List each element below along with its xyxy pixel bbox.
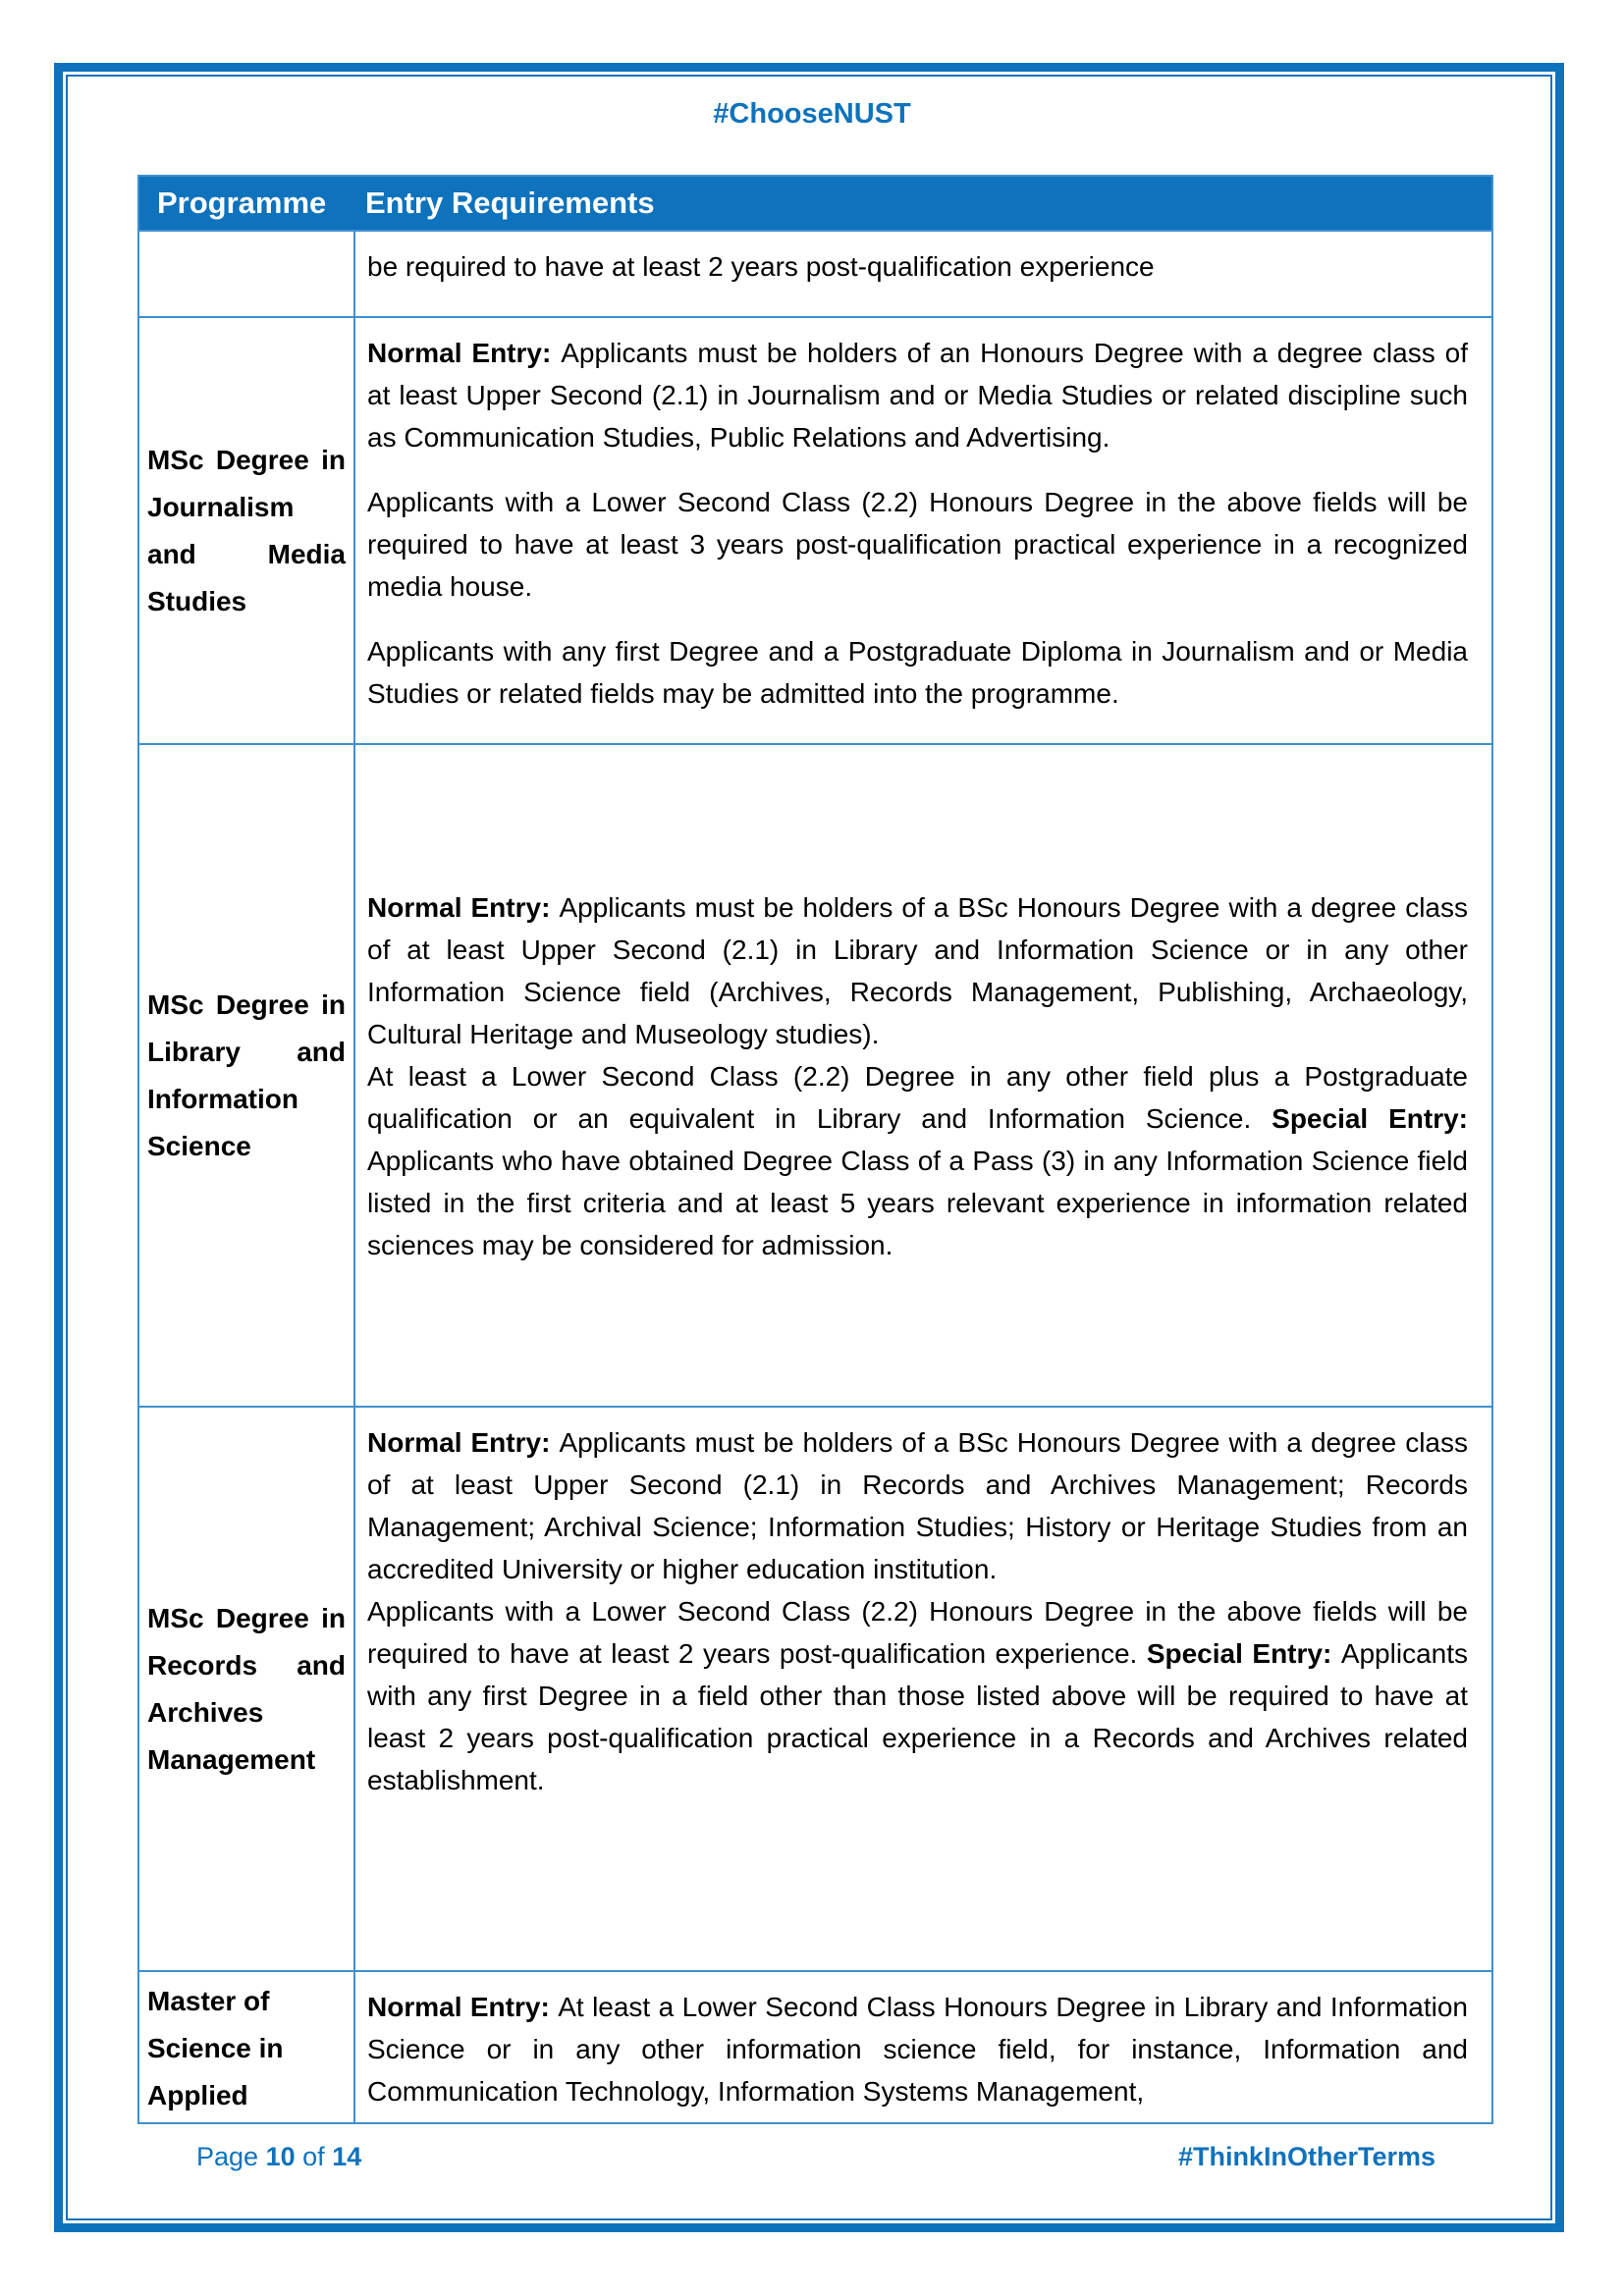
entry-paragraph (367, 886, 1468, 1055)
entry-type-label: Normal Entry: (367, 892, 560, 923)
entry-paragraph (367, 245, 1468, 288)
entry-paragraph (367, 332, 1468, 458)
entry-requirements-cell (355, 1972, 1491, 2122)
page-total: 14 (332, 2142, 362, 2171)
entry-text-run: Applicants with any first Degree and a Postgraduate Diploma in Journalism and or Media Studies or related fields may be admitted into the programme. (367, 636, 1468, 709)
programme-cell (139, 745, 355, 1406)
table-row (139, 1970, 1491, 2122)
entry-text-run: At least a Lower Second Class Honours Degree in Library and Information Science or in any other information science field, for instance, Information and Communication Technology, Information Systems Management, (367, 1992, 1468, 2107)
column-header-entry-requirements: Entry Requirements (365, 186, 655, 220)
page-footer (196, 2142, 1435, 2172)
entry-text-run: Applicants with any first Degree in a field other than those listed above will be required to have at least 2 years post-qualification practical experience in a Records and Archives related establishment. (367, 1638, 1468, 1795)
entry-text-run: At least a Lower Second Class (2.2) Degree in any other field plus a Postgraduate qualification or an equivalent in Library and Information Science. (367, 1061, 1468, 1134)
entry-text-run: Applicants with a Lower Second Class (2.2) Honours Degree in the above fields will be required to have at least 2 years post-qualification experience. (367, 1596, 1468, 1669)
page-word: Page (196, 2142, 259, 2171)
programme-name: Master of Science in Applied (147, 1986, 284, 2110)
entry-text-run: Applicants must be holders of a BSc Honours Degree with a degree class of at least Upper Second (2.1) in Records and Archives Management; Records Management; Archival Science; Information Studies; History or Heritage Studies from an accredited University or higher education institution. (367, 1427, 1468, 1584)
entry-paragraph (367, 481, 1468, 608)
entry-text-run: Applicants must be holders of an Honours Degree with a degree class of at least Upper Second (2.1) in Journalism and or Media Studies or related discipline such as Communication Studies, Public Relations and Advertising. (367, 338, 1468, 453)
table-header-row (139, 177, 1491, 230)
table-row (139, 1406, 1491, 1970)
page-number-label (196, 2142, 361, 2172)
page-number: 10 (265, 2142, 296, 2171)
programme-cell (139, 1972, 355, 2122)
entry-paragraph (367, 1590, 1468, 1801)
footer-hashtag: #ThinkInOtherTerms (1177, 2142, 1435, 2171)
entry-text-run: Applicants with a Lower Second Class (2.2) Honours Degree in the above fields will be required to have at least 3 years post-qualification practical experience in a recognized media house. (367, 487, 1468, 602)
programme-name: MSc Degree in Records and Archives Management (147, 1602, 346, 1775)
of-word: of (302, 2142, 325, 2171)
programme-cell (139, 1408, 355, 1970)
programme-cell (139, 318, 355, 743)
entry-requirements-cell (355, 232, 1491, 316)
entry-type-label: Normal Entry: (367, 338, 562, 368)
programme-cell (139, 232, 355, 316)
entry-type-label: Special Entry: (1272, 1103, 1468, 1134)
requirements-table (137, 175, 1493, 2124)
table-row (139, 230, 1491, 316)
entry-type-label: Normal Entry: (367, 1992, 559, 2022)
programme-name: MSc Degree in Journalism and Media Studies (147, 444, 346, 616)
entry-type-label: Normal Entry: (367, 1427, 560, 1458)
table-row (139, 743, 1491, 1406)
entry-requirements-cell (355, 318, 1491, 743)
entry-paragraph (367, 1986, 1468, 2112)
entry-requirements-cell (355, 745, 1491, 1406)
header-hashtag: #ChooseNUST (713, 98, 911, 130)
entry-text-run: Applicants who have obtained Degree Class of a Pass (3) in any Information Science field listed in the first criteria and at least 5 years relevant experience in information related sciences may be considered for admission. (367, 1146, 1468, 1260)
entry-text-run: Applicants must be holders of a BSc Honours Degree with a degree class of at least Upper Second (2.1) in Library and Information Science or in any other Information Science field (Archives, Records Management, Publishing, Archaeology, Cultural Heritage and Museology studies). (367, 892, 1468, 1049)
entry-type-label: Special Entry: (1146, 1638, 1341, 1669)
requirements-table-body (139, 230, 1491, 2122)
entry-paragraph (367, 1055, 1468, 1266)
column-header-programme: Programme (157, 186, 327, 220)
entry-text-run: be required to have at least 2 years post-qualification experience (367, 251, 1155, 282)
entry-paragraph (367, 630, 1468, 715)
table-row (139, 316, 1491, 743)
entry-requirements-cell (355, 1408, 1491, 1970)
entry-paragraph (367, 1421, 1468, 1590)
programme-name: MSc Degree in Library and Information Science (147, 988, 346, 1161)
